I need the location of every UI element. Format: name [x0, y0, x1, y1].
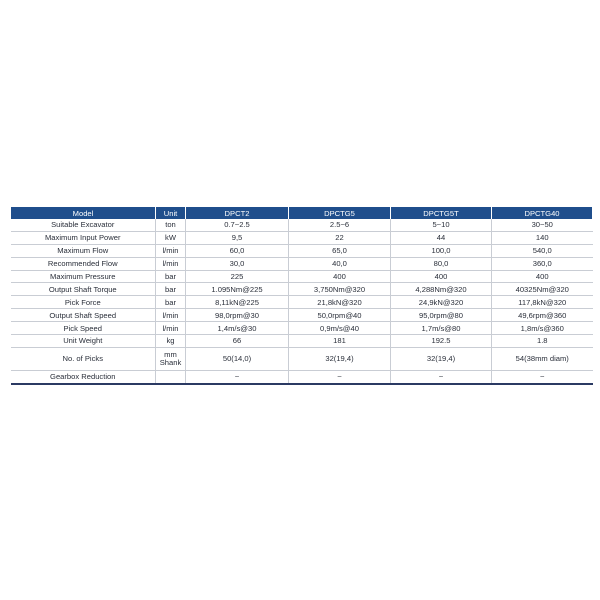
table-cell: 49,6rpm@360	[492, 309, 593, 322]
table-cell: 50(14,0)	[186, 347, 289, 370]
table-cell: 60,0	[186, 244, 289, 257]
table-cell: ~	[186, 370, 289, 383]
table-cell: 225	[186, 270, 289, 283]
table-row	[11, 347, 593, 370]
table-cell: 22	[289, 231, 391, 244]
table-cell: 65,0	[289, 244, 391, 257]
table-cell: 32(19,4)	[391, 347, 492, 370]
row-label: Maximum Input Power	[11, 231, 156, 244]
row-unit: l/min	[156, 322, 186, 335]
table-cell: 32(19,4)	[289, 347, 391, 370]
row-label: Output Shaft Speed	[11, 309, 156, 322]
table-cell: 360,0	[492, 257, 593, 270]
table-cell: 8,11kN@225	[186, 296, 289, 309]
row-label: Maximum Flow	[11, 244, 156, 257]
row-unit: l/min	[156, 244, 186, 257]
table-row	[11, 244, 593, 257]
table-row	[11, 219, 593, 231]
table-cell: 140	[492, 231, 593, 244]
row-label: Gearbox Reduction	[50, 372, 116, 382]
table-cell: 44	[391, 231, 492, 244]
table-cell: 30,0	[186, 257, 289, 270]
row-unit-line2: Shank	[159, 357, 182, 367]
table-cell: 1,7m/s@80	[391, 322, 492, 335]
table-cell: 192.5	[391, 335, 492, 348]
row-label: Suitable Excavator	[11, 219, 156, 231]
table-cell: 0,9m/s@40	[289, 322, 391, 335]
table-cell: 50,0rpm@40	[289, 309, 391, 322]
row-label: Unit Weight	[11, 335, 156, 348]
table-row	[11, 270, 593, 283]
table-cell: 40,0	[289, 257, 391, 270]
header-dpctg5: DPCTG5	[289, 207, 391, 219]
table-cell: 95,0rpm@80	[391, 309, 492, 322]
row-unit: ton	[156, 219, 186, 231]
table-cell: 9,5	[186, 231, 289, 244]
table-cell: 2.5~6	[289, 219, 391, 231]
header-dpctg40: DPCTG40	[492, 207, 593, 219]
table-cell: 24,9kN@320	[391, 296, 492, 309]
row-label: Output Shaft Torque	[11, 283, 156, 296]
table-cell: 117,8kN@320	[492, 296, 593, 309]
table-cell: 4,288Nm@320	[391, 283, 492, 296]
row-unit: l/min	[156, 257, 186, 270]
table-cell: 30~50	[492, 219, 593, 231]
table-cell: 3,750Nm@320	[289, 283, 391, 296]
table-cell: 181	[289, 335, 391, 348]
table-row	[11, 231, 593, 244]
header-dpct2: DPCT2	[186, 207, 289, 219]
row-unit: kg	[156, 335, 186, 348]
table-cell: ~	[492, 370, 593, 383]
row-unit: bar	[156, 270, 186, 283]
table-row	[11, 322, 593, 335]
table-cell: 5~10	[391, 219, 492, 231]
table-body	[11, 219, 593, 384]
table-cell: 21,8kN@320	[289, 296, 391, 309]
table-cell: 1.095Nm@225	[186, 283, 289, 296]
table-cell: 54(38mm diam)	[492, 347, 593, 370]
table-cell: 400	[492, 270, 593, 283]
table-cell: 100,0	[391, 244, 492, 257]
table-row	[11, 335, 593, 348]
table-row	[11, 283, 593, 296]
row-label: Maximum Pressure	[11, 270, 156, 283]
table-cell: 400	[391, 270, 492, 283]
table-cell: 0.7~2.5	[186, 219, 289, 231]
table-cell: ~	[391, 370, 492, 383]
row-unit: bar	[156, 283, 186, 296]
row-unit-line1: mm	[164, 349, 177, 359]
table-cell: 540,0	[492, 244, 593, 257]
table-cell: 80,0	[391, 257, 492, 270]
row-unit: bar	[156, 296, 186, 309]
header-row	[11, 207, 593, 219]
header-model: Model	[11, 207, 156, 219]
table-cell: 400	[289, 270, 391, 283]
row-label: Pick Force	[11, 296, 156, 309]
row-unit	[156, 370, 186, 383]
spec-table	[10, 207, 593, 385]
table-row	[11, 296, 593, 309]
table-cell: 1,4m/s@30	[186, 322, 289, 335]
table-cell: 66	[186, 335, 289, 348]
table-cell: 1.8	[492, 335, 593, 348]
row-label: No. of Picks	[11, 347, 156, 370]
row-unit: kW	[156, 231, 186, 244]
row-label: Recommended Flow	[11, 257, 156, 270]
row-label: Pick Speed	[11, 322, 156, 335]
table-row	[11, 370, 593, 383]
table-cell: 40325Nm@320	[492, 283, 593, 296]
table-cell: 98,0rpm@30	[186, 309, 289, 322]
header-dpctg5t: DPCTG5T	[391, 207, 492, 219]
table-row	[11, 257, 593, 270]
table-row	[11, 309, 593, 322]
table-cell: ~	[289, 370, 391, 383]
table-cell: 1,8m/s@360	[492, 322, 593, 335]
row-unit	[156, 347, 186, 370]
row-unit: l/min	[156, 309, 186, 322]
header-unit: Unit	[156, 207, 186, 219]
